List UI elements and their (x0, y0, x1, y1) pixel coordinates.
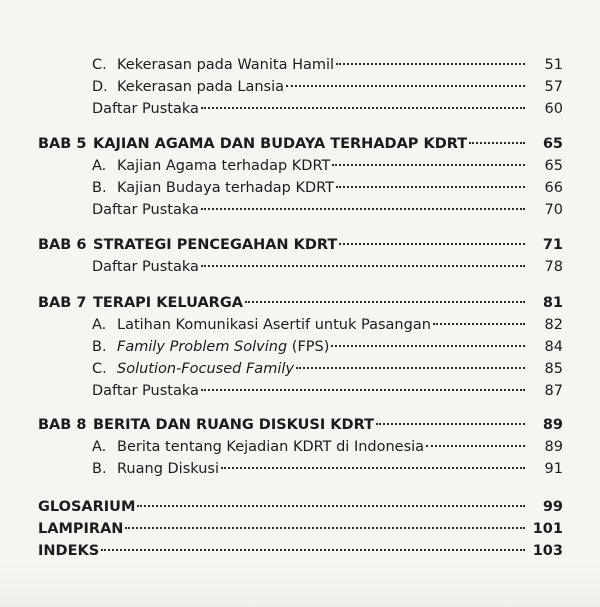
dot-leader (332, 164, 525, 166)
entry-page: 70 (544, 202, 563, 218)
entry-title-italic: Family Problem Solving (117, 339, 288, 355)
entry-page: 66 (544, 180, 563, 196)
entry-title: Daftar Pustaka (92, 383, 199, 399)
dot-leader (245, 301, 525, 303)
dot-leader (201, 265, 525, 267)
chapter-title: STRATEGI PENCEGAHAN KDRT (93, 237, 338, 253)
entry-page: 82 (544, 317, 563, 333)
dot-leader (201, 389, 525, 391)
entry-title (117, 336, 329, 358)
entry-title: Daftar Pustaka (92, 202, 199, 218)
dot-leader (331, 345, 525, 347)
toc-chapter-5[interactable] (38, 133, 563, 155)
toc-glosarium[interactable] (38, 496, 563, 518)
section-page: 103 (532, 543, 563, 559)
toc-entry[interactable] (92, 76, 563, 98)
dot-leader (101, 549, 525, 551)
dot-leader (201, 208, 525, 210)
entry-page: 65 (544, 158, 563, 174)
entry-page: 78 (544, 259, 563, 275)
entry-title-suffix: (FPS) (287, 339, 330, 355)
entry-page: 87 (544, 383, 563, 399)
entry-letter: C. (92, 361, 107, 377)
entry-letter: D. (92, 79, 108, 95)
entry-letter: B. (92, 180, 107, 196)
entry-letter: A. (92, 158, 107, 174)
toc-chapter-6[interactable] (38, 234, 563, 256)
entry-title: Daftar Pustaka (92, 259, 199, 275)
toc-chapter-8[interactable] (38, 414, 563, 436)
toc-daftar-pustaka[interactable] (92, 380, 563, 402)
toc-entry[interactable] (92, 336, 563, 358)
toc-daftar-pustaka[interactable] (92, 98, 563, 120)
entry-page: 85 (544, 361, 563, 377)
chapter-title: BERITA DAN RUANG DISKUSI KDRT (93, 417, 374, 433)
chapter-title: KAJIAN AGAMA DAN BUDAYA TERHADAP KDRT (93, 136, 468, 152)
entry-page: 57 (544, 79, 563, 95)
entry-page: 91 (544, 461, 563, 477)
dot-leader (376, 423, 525, 425)
dot-leader (469, 142, 525, 144)
dot-leader (336, 63, 525, 65)
entry-letter: B. (92, 461, 107, 477)
entry-title: Latihan Komunikasi Asertif untuk Pasangan (117, 317, 431, 333)
section-page: 99 (542, 499, 563, 515)
chapter-label: BAB 5 (38, 136, 87, 152)
chapter-page: 71 (542, 237, 563, 253)
toc-entry[interactable] (92, 155, 563, 177)
scan-shadow (0, 560, 600, 607)
toc-chapter-7[interactable] (38, 292, 563, 314)
toc-entry[interactable] (92, 458, 563, 480)
toc-indeks[interactable] (38, 540, 563, 562)
toc-entry[interactable] (92, 358, 563, 380)
entry-title: Kajian Agama terhadap KDRT (117, 158, 331, 174)
toc-daftar-pustaka[interactable] (92, 199, 563, 221)
toc-entry[interactable] (92, 436, 563, 458)
section-title: INDEKS (38, 543, 100, 559)
entry-title: Berita tentang Kejadian KDRT di Indonesia (117, 439, 425, 455)
chapter-label: BAB 7 (38, 295, 87, 311)
dot-leader (286, 85, 525, 87)
dot-leader (201, 107, 525, 109)
dot-leader (426, 445, 525, 447)
entry-letter: B. (92, 339, 107, 355)
entry-page: 60 (544, 101, 563, 117)
chapter-page: 65 (542, 136, 563, 152)
entry-title: Kekerasan pada Wanita Hamil (117, 57, 335, 73)
toc-entry[interactable] (92, 54, 563, 76)
toc-lampiran[interactable] (38, 518, 563, 540)
entry-title: Kajian Budaya terhadap KDRT (117, 180, 335, 196)
toc-entry[interactable] (92, 177, 563, 199)
dot-leader (221, 467, 525, 469)
dot-leader (339, 243, 525, 245)
entry-page: 84 (544, 339, 563, 355)
chapter-label: BAB 8 (38, 417, 87, 433)
entry-page: 51 (544, 57, 563, 73)
section-title: LAMPIRAN (38, 521, 124, 537)
entry-letter: A. (92, 317, 107, 333)
entry-letter: A. (92, 439, 107, 455)
section-page: 101 (532, 521, 563, 537)
section-title: GLOSARIUM (38, 499, 136, 515)
toc-daftar-pustaka[interactable] (92, 256, 563, 278)
entry-title: Solution-Focused Family (117, 361, 294, 377)
chapter-title: TERAPI KELUARGA (93, 295, 243, 311)
entry-letter: C. (92, 57, 107, 73)
chapter-label: BAB 6 (38, 237, 87, 253)
toc-entry[interactable] (92, 314, 563, 336)
entry-page: 89 (544, 439, 563, 455)
entry-title: Kekerasan pada Lansia (117, 79, 285, 95)
entry-title: Daftar Pustaka (92, 101, 199, 117)
dot-leader (137, 505, 525, 507)
dot-leader (125, 527, 525, 529)
dot-leader (433, 323, 525, 325)
dot-leader (296, 367, 525, 369)
chapter-page: 81 (542, 295, 563, 311)
entry-title: Ruang Diskusi (117, 461, 219, 477)
chapter-page: 89 (542, 417, 563, 433)
dot-leader (336, 186, 525, 188)
